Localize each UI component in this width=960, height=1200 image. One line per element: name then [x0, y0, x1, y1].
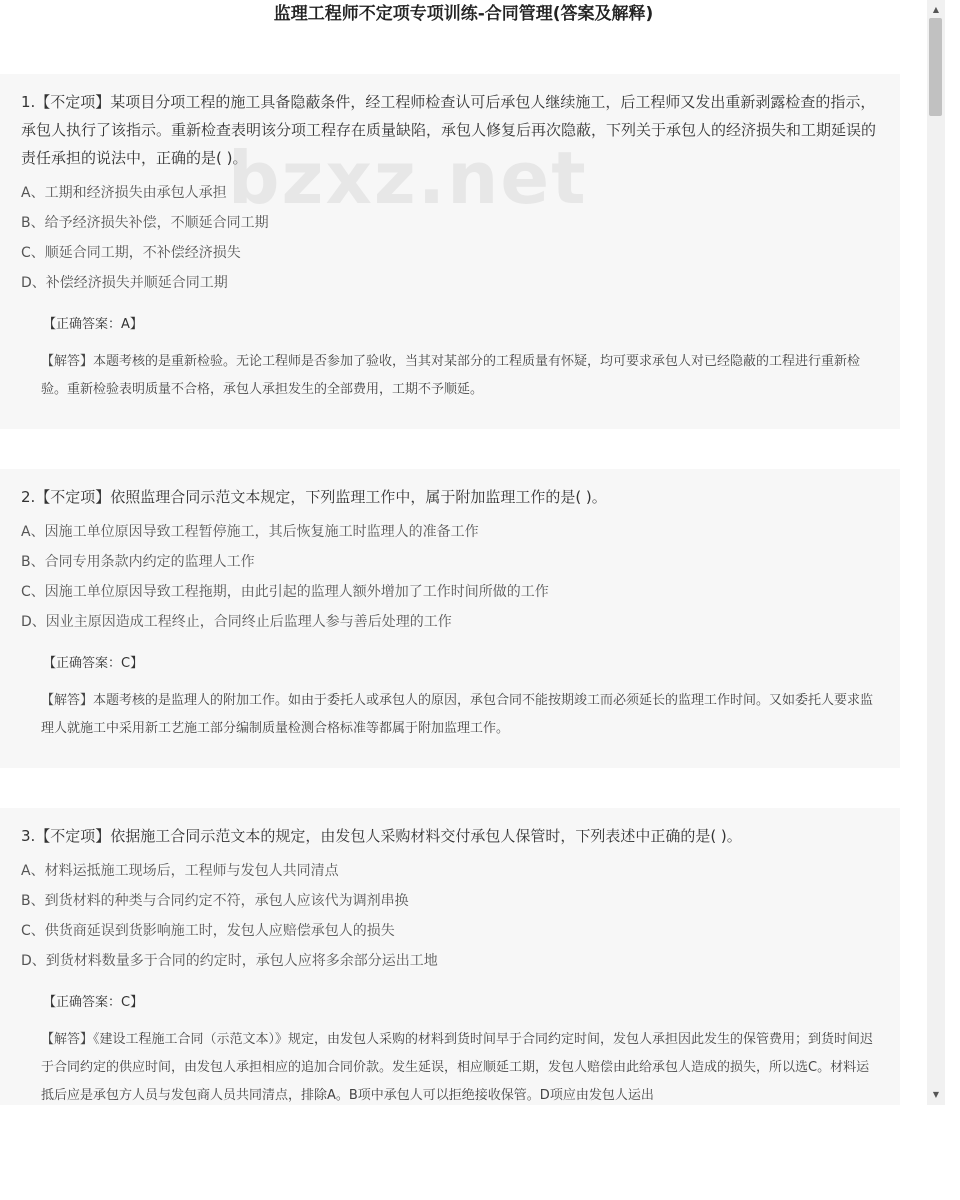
scroll-down-arrow-icon[interactable]: ▼ — [932, 1090, 940, 1099]
correct-answer: 【正确答案：A】 — [43, 317, 143, 332]
question-card-3 — [0, 808, 900, 1105]
watermark: bzxz.net — [228, 136, 588, 220]
answer-explanation: 【解答】本题考核的是监理人的附加工作。如由于委托人或承包人的原因，承包合同不能按期竣工而必须延长的监理工作时间。又如委托人要求监理人就施工中采用新工艺施工部分编制质量检测合格标准等都属于附加监理工作。 — [41, 693, 874, 736]
correct-answer: 【正确答案：C】 — [43, 656, 144, 671]
option-d: D、因业主原因造成工程终止，合同终止后监理人参与善后处理的工作 — [21, 614, 452, 630]
vertical-scrollbar[interactable] — [927, 0, 945, 1105]
question-card-2 — [0, 469, 900, 768]
option-c: C、因施工单位原因导致工程拖期，由此引起的监理人额外增加了工作时间所做的工作 — [21, 584, 549, 600]
option-list — [21, 856, 880, 976]
option-list — [21, 517, 880, 637]
option-d: D、到货材料数量多于合同的约定时，承包人应将多余部分运出工地 — [21, 953, 438, 969]
option-a: A、因施工单位原因导致工程暂停施工，其后恢复施工时监理人的准备工作 — [21, 524, 479, 540]
question-card-1 — [0, 74, 900, 429]
page-title: 监理工程师不定项专项训练-合同管理(答案及解释) — [273, 4, 654, 24]
option-c: C、顺延合同工期，不补偿经济损失 — [21, 245, 241, 261]
scrollbar-thumb[interactable] — [929, 18, 942, 116]
option-d: D、补偿经济损失并顺延合同工期 — [21, 275, 228, 291]
option-list — [21, 178, 880, 298]
answer-explanation: 【解答】本题考核的是重新检验。无论工程师是否参加了验收，当其对某部分的工程质量有怀疑，均可要求承包人对已经隐蔽的工程进行重新检验。重新检验表明质量不合格，承包人承担发生的全部费用，工期不予顺延。 — [41, 354, 861, 397]
option-a: A、材料运抵施工现场后，工程师与发包人共同清点 — [21, 863, 339, 879]
question-text: 3.【不定项】依据施工合同示范文本的规定，由发包人采购材料交付承包人保管时，下列表述中正确的是( )。 — [21, 827, 742, 845]
option-b: B、合同专用条款内约定的监理人工作 — [21, 554, 255, 570]
option-b: B、到货材料的种类与合同约定不符，承包人应该代为调剂串换 — [21, 893, 409, 909]
question-text: 1.【不定项】某项目分项工程的施工具备隐蔽条件，经工程师检查认可后承包人继续施工，后工程师又发出重新剥露检查的指示，承包人执行了该指示。重新检查表明该分项工程存在质量缺陷，承包人修复后再次隐蔽，下列关于承包人的经济损失和工期延误的责任承担的说法中，正确的是( )。 — [21, 93, 877, 167]
scroll-up-arrow-icon[interactable]: ▲ — [932, 5, 940, 14]
correct-answer: 【正确答案：C】 — [43, 995, 144, 1010]
option-c: C、供货商延误到货影响施工时，发包人应赔偿承包人的损失 — [21, 923, 395, 939]
option-b: B、给予经济损失补偿，不顺延合同工期 — [21, 215, 269, 231]
answer-explanation: 【解答】《建设工程施工合同（示范文本）》规定，由发包人采购的材料到货时间早于合同约定时间，发包人承担因此发生的保管费用；到货时间迟于合同约定的供应时间，由发包人承担相应的追加合同价款。发生延误，相应顺延工期，发包人赔偿由此给承包人造成的损失，所以选C。材料运抵后应是承包方人员与发包商人员共同清点，排除A。B项中承包人可以拒绝接收保管。D项应由发包人运出 — [41, 1032, 874, 1103]
question-text: 2.【不定项】依照监理合同示范文本规定，下列监理工作中，属于附加监理工作的是( )。 — [21, 488, 607, 506]
option-a: A、工期和经济损失由承包人承担 — [21, 185, 227, 201]
